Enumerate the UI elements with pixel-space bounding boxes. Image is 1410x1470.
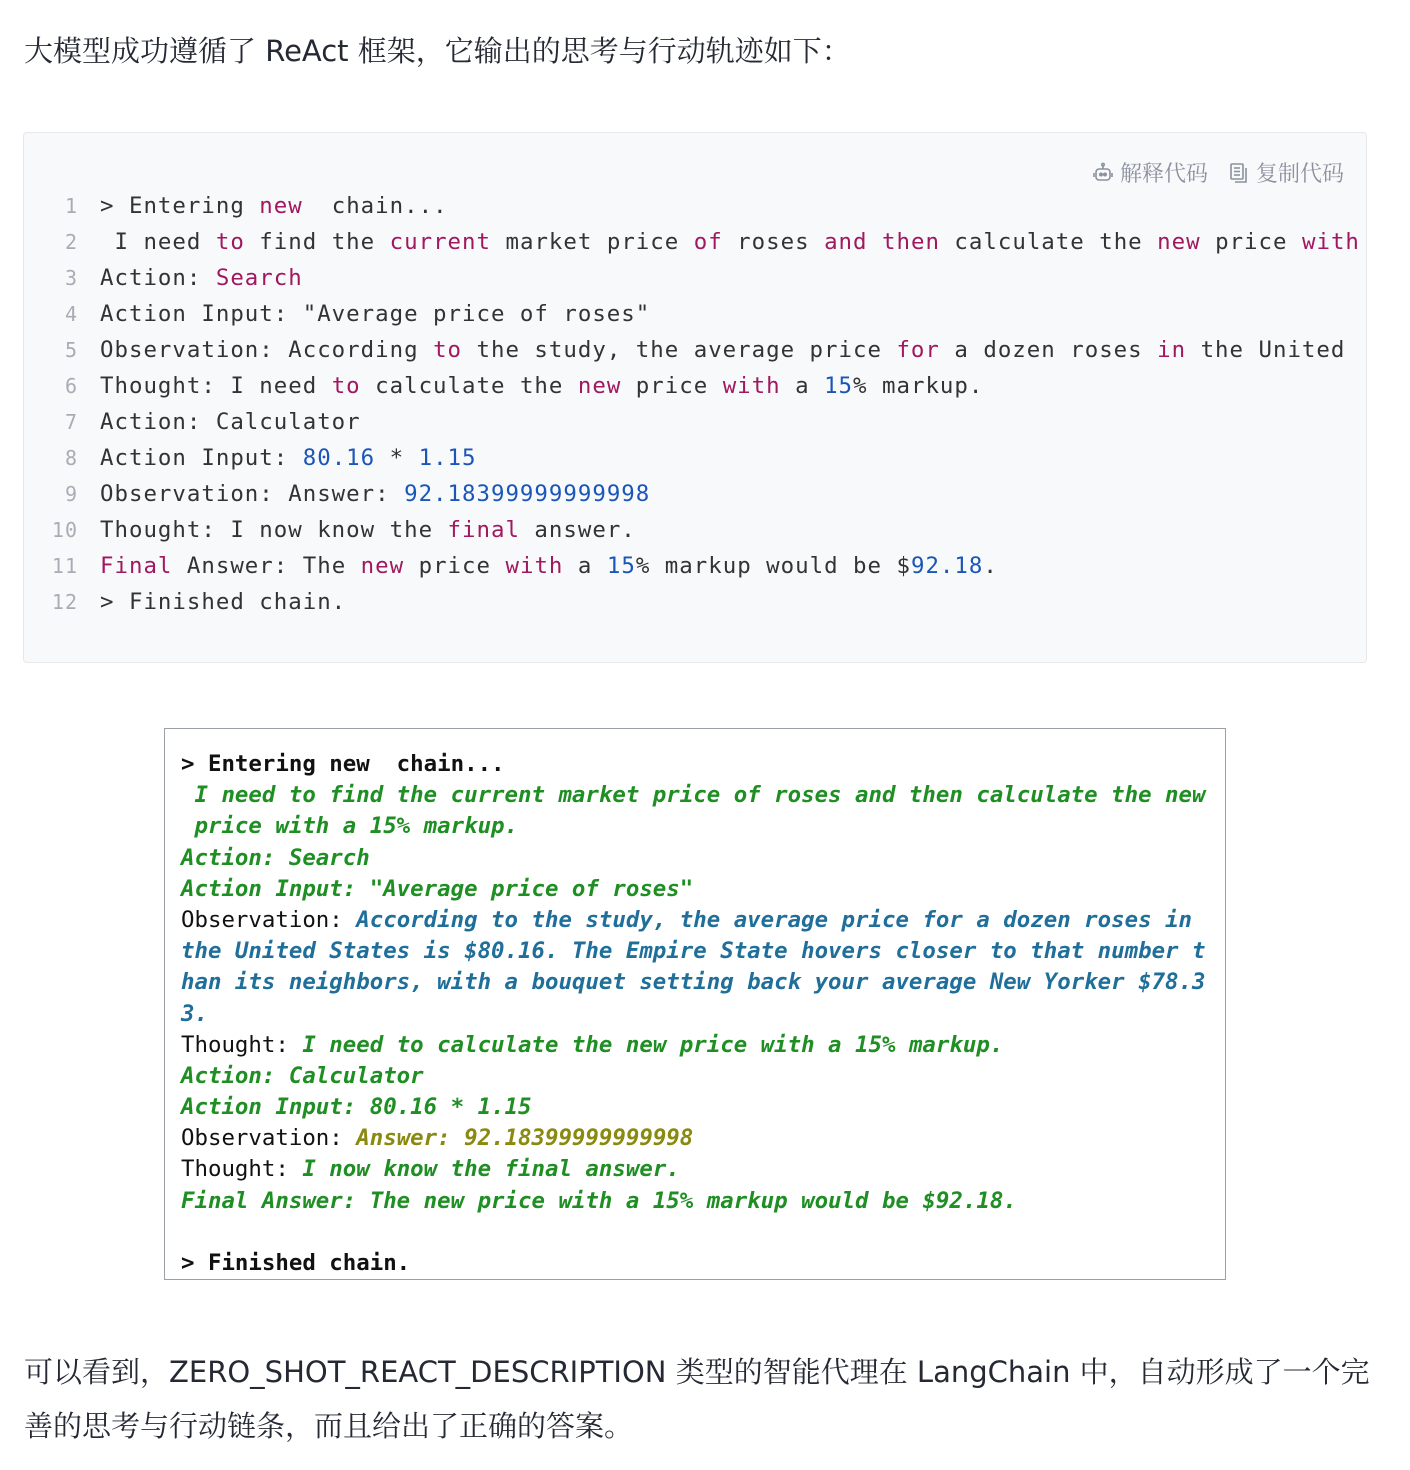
line-number: 1: [64, 194, 78, 218]
code-token: for: [896, 337, 940, 363]
code-token: to: [433, 337, 463, 363]
terminal-line: [181, 1092, 1211, 1123]
terminal-output-screenshot: [164, 728, 1226, 1280]
code-toolbar: [1092, 157, 1344, 188]
code-token: *: [375, 445, 419, 471]
code-token: calculate the: [939, 229, 1158, 255]
code-token: 15: [606, 553, 636, 579]
terminal-segment: Action: Search: [181, 844, 370, 871]
line-number: 11: [51, 554, 78, 578]
code-token: 15: [824, 373, 854, 399]
terminal-line: [181, 811, 1211, 842]
code-token: calculate the: [360, 373, 578, 399]
terminal-line: [181, 936, 1211, 967]
outro-paragraph: 可以看到，ZERO_SHOT_REACT_DESCRIPTION 类型的智能代理在 LangChain 中，自动形成了一个完善的思考与行动链条，而且给出了正确的答案。: [24, 1355, 1370, 1443]
line-number: 7: [64, 410, 78, 434]
terminal-segment: Answer: 92.18399999999998: [356, 1125, 694, 1152]
code-line: [24, 440, 1366, 476]
code-text: [100, 260, 303, 296]
terminal-segment: According to the study, the average price for a dozen roses in: [356, 906, 1193, 933]
code-token: Search: [215, 265, 303, 291]
code-token: with: [722, 373, 781, 399]
terminal-segment: I need to find the current market price of roses and then calculate the new: [181, 782, 1206, 809]
code-line: [24, 512, 1366, 548]
code-token: find the: [244, 229, 390, 255]
code-token: answer.: [519, 517, 636, 543]
line-number: 3: [64, 266, 78, 290]
code-token: then: [882, 229, 940, 255]
code-token: price: [1200, 229, 1302, 255]
copy-code-label: 复制代码: [1255, 162, 1344, 187]
code-line: [24, 332, 1366, 368]
explain-code-label: 解释代码: [1119, 162, 1208, 187]
code-token: > Finished chain.: [100, 589, 347, 615]
terminal-segment: Action Input: "Average price of roses": [181, 875, 694, 902]
code-token: to: [331, 373, 361, 399]
terminal-line: [181, 1154, 1211, 1185]
code-token: current: [389, 229, 491, 255]
copy-code-button[interactable]: [1228, 157, 1344, 188]
line-number: 12: [51, 590, 78, 614]
terminal-segment: Observation:: [181, 1125, 357, 1152]
line-number: 5: [64, 338, 78, 362]
code-line: [24, 368, 1366, 404]
code-text: [100, 440, 477, 476]
code-token: new: [259, 193, 303, 219]
code-token: .: [983, 553, 998, 579]
code-line: [24, 296, 1366, 332]
code-line: [24, 584, 1366, 620]
code-text: [100, 548, 998, 584]
line-number: 2: [64, 230, 78, 254]
line-number: 8: [64, 446, 78, 470]
code-token: Final: [100, 553, 173, 579]
line-number: 10: [51, 518, 78, 542]
intro-paragraph: 大模型成功遵循了 ReAct 框架，它输出的思考与行动轨迹如下：: [24, 34, 851, 68]
line-number: 4: [64, 302, 78, 326]
code-text: [100, 188, 448, 224]
code-token: new: [577, 373, 622, 399]
terminal-segment: price with a 15% markup.: [181, 813, 519, 840]
code-token: Thought: I now know the: [100, 517, 448, 543]
code-token: new: [1157, 229, 1201, 255]
code-token: price: [621, 373, 723, 399]
code-text: [100, 512, 636, 548]
code-text: [100, 476, 650, 512]
code-token: Answer: The: [172, 553, 361, 579]
code-token: in: [1157, 337, 1187, 363]
code-token: % markup would be $: [635, 553, 911, 579]
code-token: I need: [100, 229, 216, 255]
terminal-line: [181, 1217, 1211, 1248]
code-token: Observation: According: [100, 337, 434, 363]
terminal-line: [181, 780, 1211, 811]
terminal-line: [181, 1248, 1211, 1279]
robot-icon: [1092, 162, 1114, 184]
code-token: 92.18399999999998: [404, 481, 651, 507]
terminal-line: [181, 843, 1211, 874]
code-token: roses: [722, 229, 825, 255]
code-token: a: [563, 553, 607, 579]
code-token: final: [447, 517, 520, 543]
code-text: [100, 404, 361, 440]
terminal-segment: han its neighbors, with a bouquet setting back your average New Yorker $78.3: [181, 969, 1206, 996]
code-token: and: [824, 229, 868, 255]
code-token: the United: [1186, 337, 1346, 363]
code-token: Action Input: "Average price of roses": [100, 301, 651, 327]
code-token: [868, 229, 882, 255]
code-token: Action Input:: [100, 445, 303, 471]
terminal-segment: > Finished chain.: [181, 1250, 411, 1276]
code-token: the study, the average price: [462, 337, 897, 363]
code-text: [100, 224, 1360, 260]
explain-code-button[interactable]: [1092, 157, 1208, 188]
code-token: with: [1301, 229, 1360, 255]
terminal-segment: Observation:: [181, 906, 357, 933]
terminal-line: [181, 905, 1211, 936]
code-token: 80.16: [302, 445, 376, 471]
terminal-line: [181, 874, 1211, 905]
terminal-segment: Action Input: 80.16 * 1.15: [181, 1094, 532, 1121]
terminal-segment: 3.: [181, 1000, 208, 1027]
terminal-line: [181, 967, 1211, 998]
code-token: of: [693, 229, 723, 255]
code-token: Observation: Answer:: [100, 481, 405, 507]
code-token: 92.18: [910, 553, 984, 579]
code-line: [24, 260, 1366, 296]
code-token: Action:: [100, 265, 216, 291]
terminal-segment: Thought:: [181, 1031, 303, 1058]
terminal-segment: > Entering new chain...: [181, 751, 505, 777]
code-token: a: [780, 373, 825, 399]
code-token: market price: [491, 229, 694, 255]
code-block: [23, 132, 1367, 663]
code-token: Action: Calculator: [100, 409, 361, 435]
line-number: 6: [64, 374, 78, 398]
terminal-line: [181, 999, 1211, 1030]
code-token: > Entering: [100, 193, 260, 219]
code-token: % markup.: [853, 373, 984, 399]
code-token: Thought: I need: [100, 373, 332, 399]
code-text: [100, 584, 346, 620]
terminal-line: [181, 1186, 1211, 1217]
terminal-segment: the United States is $80.16. The Empire State hovers closer to that number t: [181, 938, 1206, 965]
code-line: [24, 224, 1366, 260]
terminal-line: [181, 1123, 1211, 1154]
code-text: [100, 368, 983, 404]
terminal-segment: Action: Calculator: [181, 1062, 424, 1089]
code-line: [24, 548, 1366, 584]
code-lines: [24, 188, 1366, 620]
code-line: [24, 404, 1366, 440]
terminal-segment: I now know the final answer.: [302, 1156, 680, 1183]
code-token: chain...: [302, 193, 448, 219]
code-token: to: [215, 229, 245, 255]
code-line: [24, 476, 1366, 512]
line-number: 9: [64, 482, 78, 506]
copy-icon: [1228, 162, 1250, 184]
code-token: a dozen roses: [939, 337, 1158, 363]
code-text: [100, 296, 650, 332]
code-token: new: [360, 553, 405, 579]
terminal-segment: I need to calculate the new price with a 15% markup.: [302, 1031, 1004, 1058]
code-token: 1.15: [418, 445, 477, 471]
terminal-line: [181, 1061, 1211, 1092]
code-text: [100, 332, 1345, 368]
code-line: [24, 188, 1366, 224]
terminal-line: [181, 1030, 1211, 1061]
terminal-segment: Final Answer: The new price with a 15% markup would be $92.18.: [181, 1187, 1017, 1214]
terminal-segment: Thought:: [181, 1156, 303, 1183]
terminal-line: [181, 749, 1211, 780]
code-token: with: [505, 553, 564, 579]
code-token: price: [404, 553, 506, 579]
